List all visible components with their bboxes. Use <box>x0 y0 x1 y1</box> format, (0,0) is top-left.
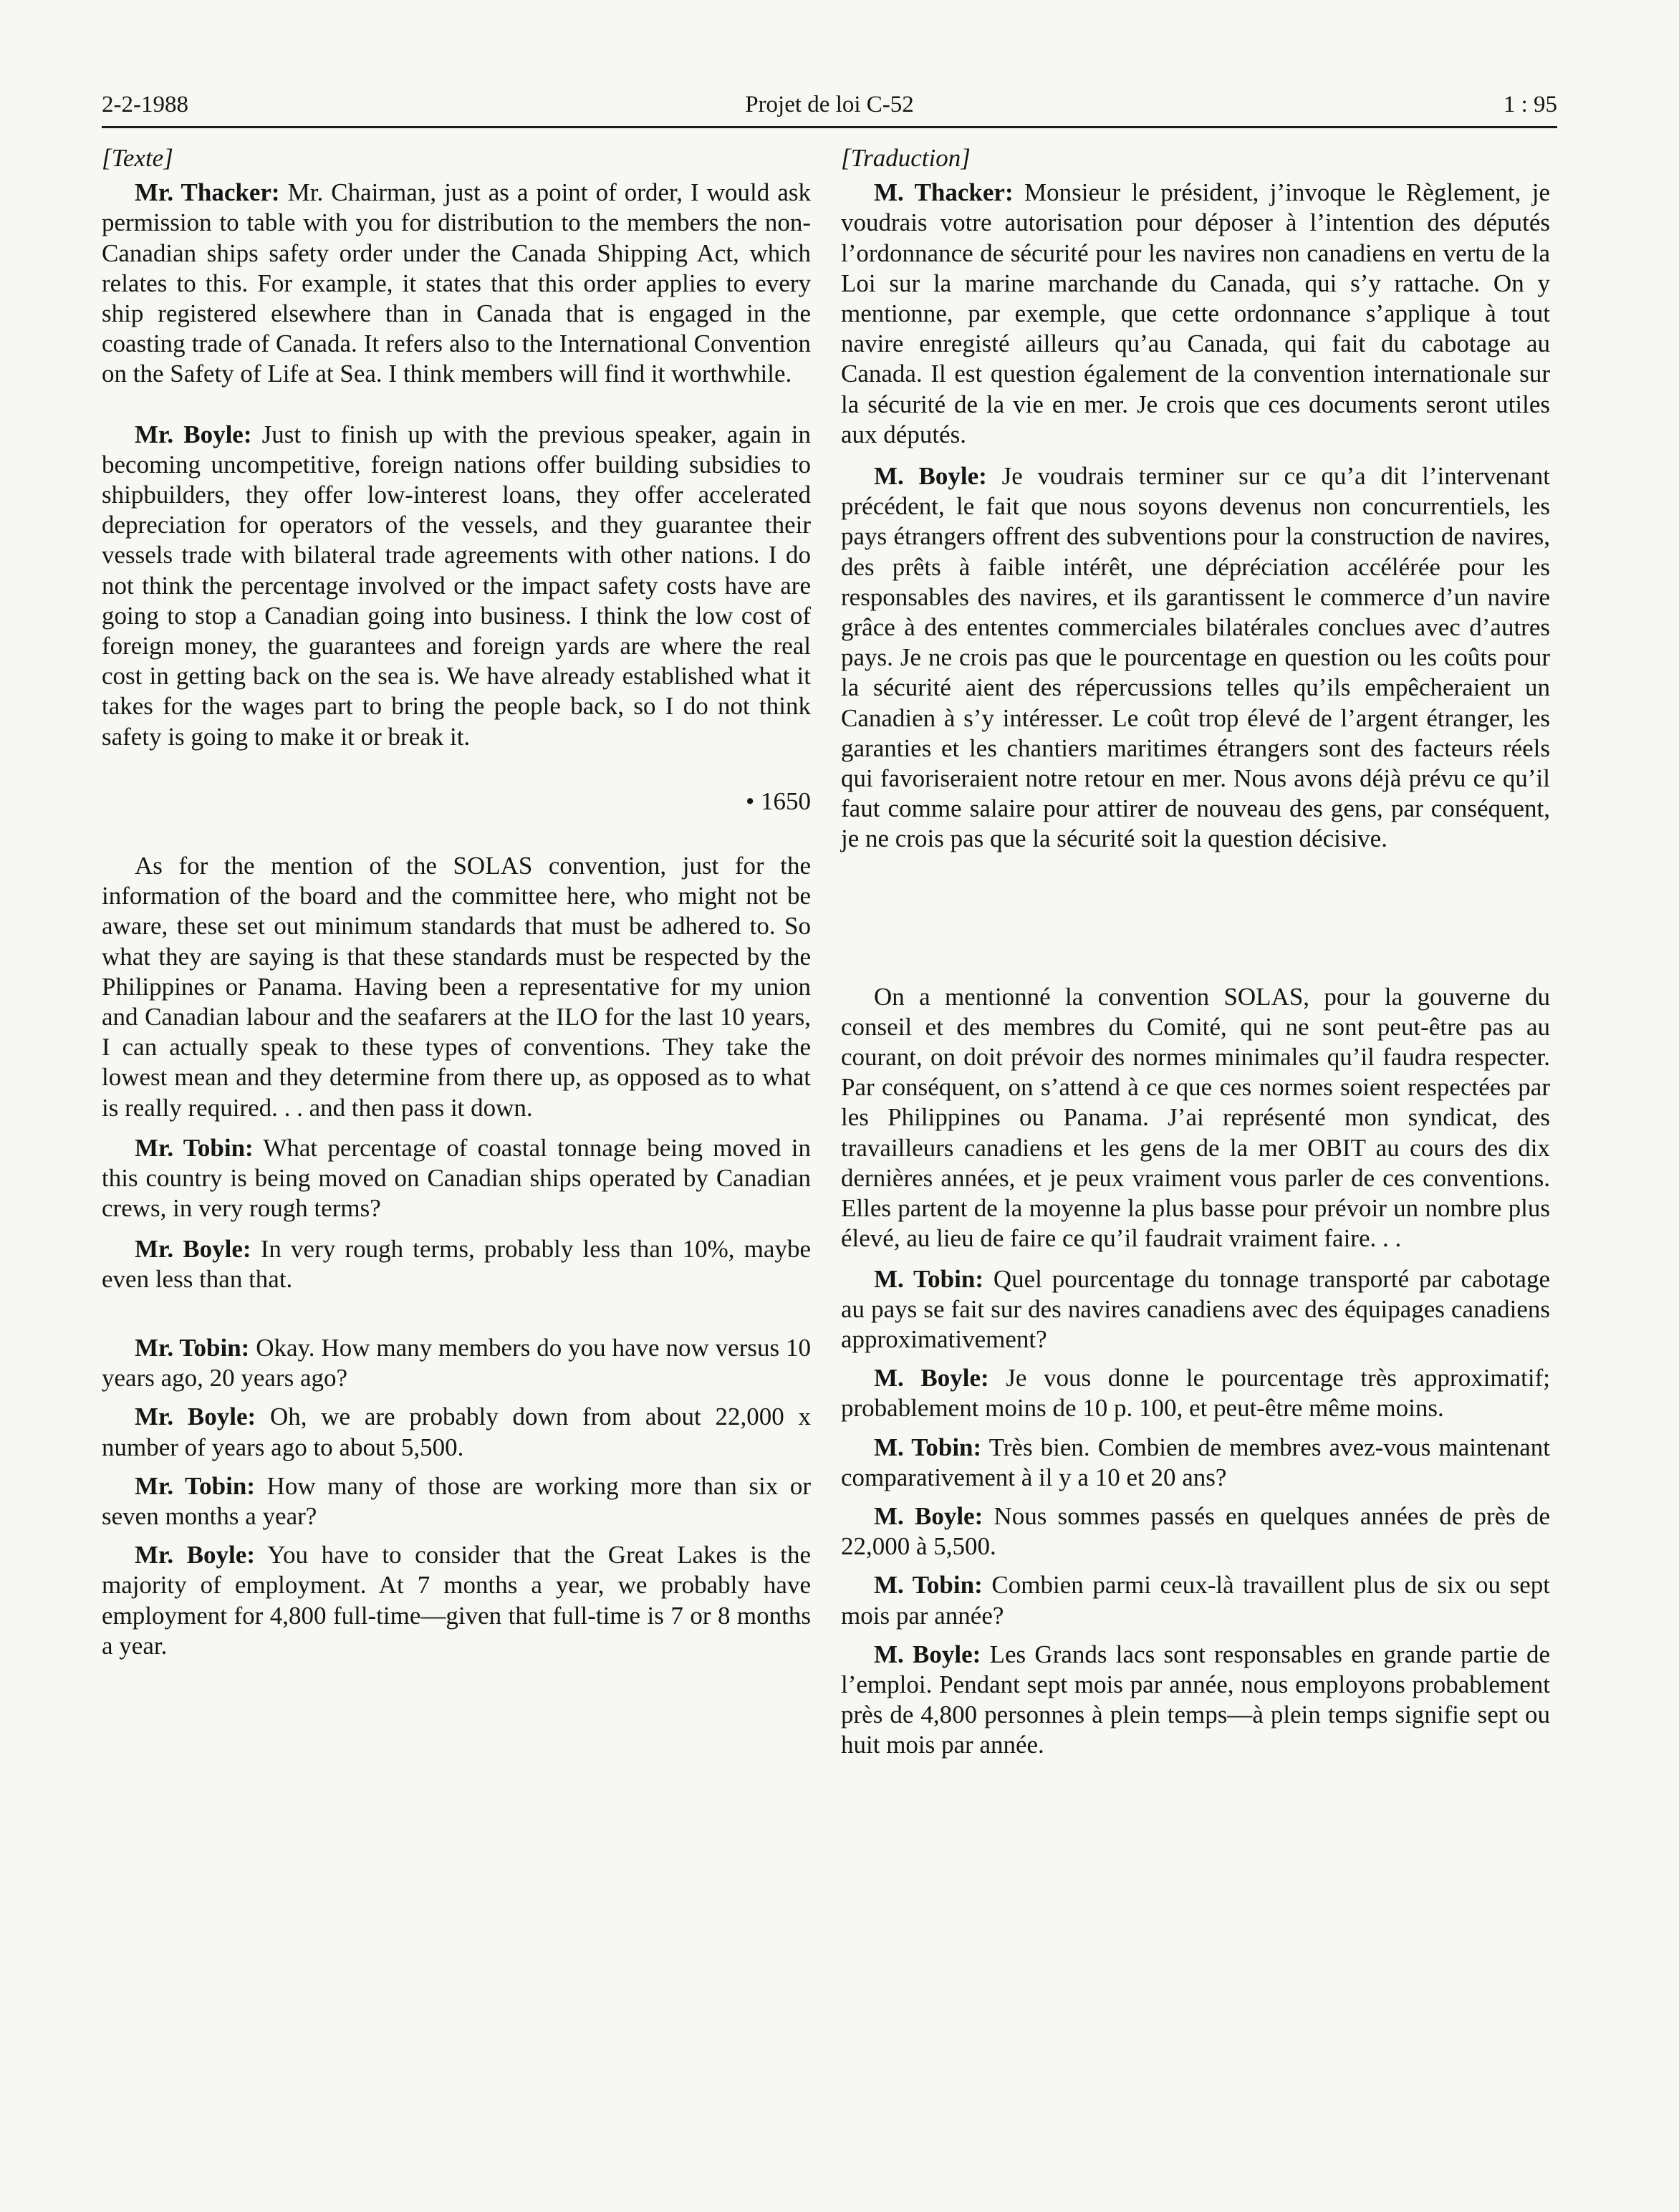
paragraph-text: Je voudrais terminer sur ce qu’a dit l’intervenant précédent, le fait que nous soyons devenus non concurrentiels, les pays étrangers offrent des subventions pour la construction de navires, des prêts à faible intérêt, une dépréciation accélérée pour les responsables des navires, et ils garantissent le commerce d’un navire grâce à des ententes commerciales bilatérales conclues avec d’autres pays. Je ne crois pas que le pourcentage en question ou les coûts pour la sécurité aient des répercussions telles qu’ils empêcheraient un Canadien à s’y intéresser. Le coût trop élevé de l’argent étranger, les garanties et les chantiers maritimes étrangers sont des facteurs réels qui favoriseraient notre retour en mer. Nous avons déjà prévu ce qu’il faut comme salaire pour attirer de nouveau des gens, par conséquent, je ne crois pas que la sécurité soit la question décisive. <box>841 462 1550 853</box>
speaker-name: M. Tobin: <box>874 1433 982 1461</box>
paragraph <box>841 178 1550 450</box>
speaker-name: Mr. Boyle: <box>135 420 252 448</box>
speaker-name: Mr. Tobin: <box>135 1133 254 1162</box>
paragraph <box>102 178 811 389</box>
paragraph <box>102 1234 811 1294</box>
paragraph-text: How many of those are working more than six or seven months a year? <box>102 1471 811 1530</box>
paragraph <box>102 1471 811 1531</box>
speaker-name: M. Boyle: <box>874 1640 981 1668</box>
paragraph <box>102 1402 811 1462</box>
paragraph <box>102 851 811 1123</box>
speaker-name: M. Boyle: <box>874 1364 989 1393</box>
column-label-texte: [Texte] <box>102 144 173 172</box>
time-marker: • 1650 <box>745 787 811 815</box>
paragraph-text: As for the mention of the SOLAS convention, just for the information of the board and the committee here, who might not be aware, these set out minimum standards that must be adhered to. So what they are saying is that these standards must be respected by the Philippines or Panama. Having been a representative for my union and Canadian labour and the seafarers at the ILO for the last 10 years, I can actually speak to these types of conventions. They take the lowest mean and they determine from there up, as opposed as to what is really required. . . and then pass it down. <box>102 852 811 1122</box>
speaker-name: Mr. Thacker: <box>135 178 280 207</box>
speaker-name: M. Thacker: <box>874 178 1014 207</box>
paragraph <box>841 1501 1550 1562</box>
speaker-name: Mr. Boyle: <box>135 1234 251 1263</box>
header-date: 2-2-1988 <box>102 92 188 117</box>
paragraph <box>841 982 1550 1254</box>
header-page-number: 1 : 95 <box>1503 92 1557 117</box>
speaker-name: M. Boyle: <box>874 462 987 491</box>
paragraph <box>841 1363 1550 1423</box>
paragraph-text: Just to finish up with the previous speaker, again in becoming uncompetitive, foreign nations offer building subsidies to shipbuilders, they offer low-interest loans, they offer accelerated depreciation for operators of the vessels, and they guarantee their vessels trade with bilateral trade agreements with other nations. I do not think the percentage involved or the impact safety costs have are going to stop a Canadian going into business. I think the low cost of foreign money, the guarantees and foreign yards are where the real cost in getting back on the sea is. We have already established what it takes for the wages part to bring the people back, so I do not think safety is going to make it or break it. <box>102 420 811 751</box>
speaker-name: M. Tobin: <box>874 1264 983 1293</box>
paragraph <box>102 1540 811 1661</box>
column-label-traduction: [Traduction] <box>841 144 971 172</box>
speaker-name: M. Boyle: <box>874 1501 983 1530</box>
paragraph-text: Oh, we are probably down from about 22,000 x number of years ago to about 5,500. <box>102 1403 811 1461</box>
paragraph-text: Les Grands lacs sont responsables en grande partie de l’emploi. Pendant sept mois par année, nous employons probablement près de 4,800 personnes à plein temps—à plein temps signifie sept ou huit mois par année. <box>841 1640 1550 1759</box>
paragraph-text: Nous sommes passés en quelques années de près de 22,000 à 5,500. <box>841 1501 1550 1561</box>
paragraph-text: Okay. How many members do you have now versus 10 years ago, 20 years ago? <box>102 1333 812 1393</box>
paragraph-text: Combien parmi ceux-là travaillent plus de six ou sept mois par année? <box>841 1571 1550 1630</box>
paragraph <box>841 1264 1550 1355</box>
paragraph-text: Mr. Chairman, just as a point of order, I would ask permission to table with you for distribution to the members the non-Canadian ships safety order under the Canada Shipping Act, which relates to this. For example, it states that this order applies to every ship registered elsewhere than in Canada that is engaged in the coasting trade of Canada. It refers also to the International Convention on the Safety of Life at Sea. I think members will find it worthwhile. <box>102 178 811 388</box>
paragraph-text: Très bien. Combien de membres avez-vous maintenant comparativement à il y a 10 et 20 ans? <box>841 1433 1550 1491</box>
paragraph-text: You have to consider that the Great Lakes is the majority of employment. At 7 months a year, we probably have employment for 4,800 full-time—given that full-time is 7 or 8 months a year. <box>102 1541 811 1660</box>
paragraph <box>102 1133 811 1224</box>
paragraph <box>841 1640 1550 1761</box>
header-title: Projet de loi C-52 <box>745 92 914 117</box>
speaker-name: Mr. Tobin: <box>135 1333 250 1362</box>
paragraph <box>841 1570 1550 1630</box>
speaker-name: Mr. Boyle: <box>135 1403 256 1431</box>
paragraph-text: Je vous donne le pourcentage très approximatif; probablement moins de 10 p. 100, et peut-être même moins. <box>841 1364 1551 1423</box>
paragraph-text: In very rough terms, probably less than 10%, maybe even less than that. <box>102 1234 811 1293</box>
paragraph-text: Quel pourcentage du tonnage transporté par cabotage au pays se fait sur des navires canadiens avec des équipages canadiens approximativement? <box>841 1264 1550 1353</box>
paragraph <box>841 461 1550 855</box>
speaker-name: M. Tobin: <box>874 1571 983 1600</box>
paragraph-text: Monsieur le président, j’invoque le Règlement, je voudrais votre autorisation pour déposer à l’intention des députés l’ordonnance de sécurité pour les navires non canadiens en vertu de la Loi sur la marine marchande du Canada, qui s’y rattache. On y mentionne, par exemple, que cette ordonnance s’applique à tout navire enregisté ailleurs qu’au Canada, qui fait du cabotage au Canada. Il est question également de la convention internationale sur la sécurité de la vie en mer. Je crois que ces documents seront utiles aux députés. <box>841 178 1551 448</box>
paragraph-text: What percentage of coastal tonnage being moved in this country is being moved on Canadian ships operated by Canadian crews, in very rough terms? <box>102 1133 812 1223</box>
french-column <box>841 143 1550 1761</box>
page-header <box>102 85 1557 125</box>
header-rule <box>102 126 1557 128</box>
speaker-name: Mr. Boyle: <box>135 1541 255 1569</box>
paragraph <box>102 420 811 752</box>
paragraph <box>102 1333 811 1393</box>
speaker-name: Mr. Tobin: <box>135 1471 255 1500</box>
paragraph-text: On a mentionné la convention SOLAS, pour la gouverne du conseil et des membres du Comité, qui ne sont peut-être pas au courant, on doit prévoir des normes minimales qu’il faudra respecter. Par conséquent, on s’attend à ce que ces normes soient respectées par les Philippines ou Panama. J’ai représenté mon syndicat, des travailleurs canadiens et les gens de la mer OBIT au cours des dix dernières années, et je peux vraiment vous parler de ces conventions. Elles partent de la moyenne la plus basse pour prévoir un nombre plus élevé, au lieu de faire ce qu’il faudrait vraiment faire. . . <box>841 982 1550 1253</box>
english-column <box>102 143 811 1661</box>
paragraph <box>841 1433 1550 1493</box>
